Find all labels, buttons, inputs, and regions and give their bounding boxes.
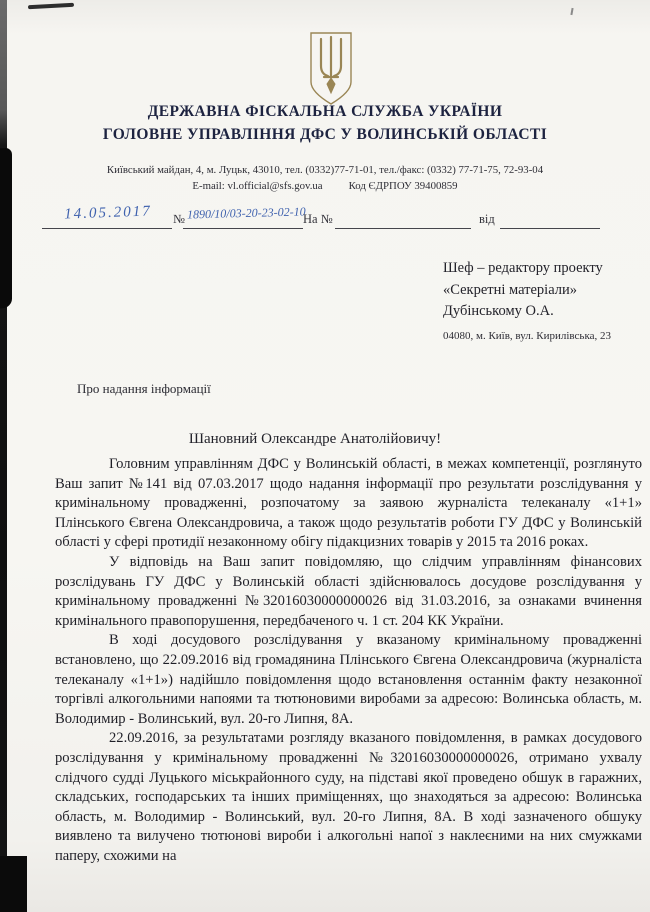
org-contact-line xyxy=(0,180,650,192)
from-date-label: від xyxy=(479,212,495,226)
salutation: Шановний Олександре Анатолійовичу! xyxy=(188,431,442,447)
scan-artifact-pen-stroke xyxy=(28,3,74,9)
ukraine-trident-emblem-icon xyxy=(302,30,360,108)
org-address-line: Київський майдан, 4, м. Луцьк, 43010, тел. (0332)77-71-01, тел./факс: (0332) 77-71-75, 72-93-04 xyxy=(106,164,544,176)
letter-body xyxy=(55,455,642,866)
body-paragraph-3: В ході досудового розслідування у вказаному кримінальному провадженні встановлено, що 22.09.2016 від громадянина Плінського Євгена Олександровича (журналіста телеканалу «1+1») надійшло повідомлення щодо встановлення останнім факту незаконної торгівлі алкогольними напоями та тютюновими виробами за адресою: Волинська область, м. Володимир - Волинський, вул. 20-го Липня, 8А. xyxy=(55,632,642,727)
date-underline xyxy=(42,228,172,229)
incoming-number-label: На № xyxy=(303,212,333,226)
handwritten-outgoing-number: 1890/10/03-20-23-02-10 xyxy=(186,204,306,222)
from-date-underline xyxy=(500,228,600,229)
body-paragraph-4: 22.09.2016, за результатами розгляду вказаного повідомлення, в рамках досудового розслідування у кримінальному провадженні №32016030000000026, отримано ухвалу слідчого судді Луцького міськрайонного суду, на підставі якої проведено обшук в гаражних, складських, господарських та інших приміщеннях, що знаходяться за адресою: Волинська область, м. Володимир - Волинський, вул. 20-го Липня, 8А. В ході зазначеного обшуку виявлено та вилучено тютюнові вироби і алкогольні напої з наклеєними на них смужками паперу, схожими на xyxy=(55,730,642,864)
recipient-address: 04080, м. Київ, вул. Кирилівська, 23 xyxy=(443,330,612,342)
org-edrpou-code: Код ЄДРПОУ 39400859 xyxy=(348,180,458,192)
body-paragraph-1: Головним управлінням ДФС у Волинській області, в межах компетенції, розглянуто Ваш запит №141 від 07.03.2017 щодо надання інформації про результати розслідування у кримінальному провадженні, розпочатому за заявою журналіста телеканалу «1+1» Плінського Євгена Олександровича, а також щодо результатів роботи ГУ ДФС у Волинській області у сфері протидії незаконному обігу підакцизних товарів у 2015 та 2016 роках. xyxy=(55,456,642,551)
org-name-line2: ГОЛОВНЕ УПРАВЛІННЯ ДФС У ВОЛИНСЬКІЙ ОБЛАСТІ xyxy=(102,126,548,143)
handwritten-date: 14.05.2017 xyxy=(63,203,152,223)
org-name-line1: ДЕРЖАВНА ФІСКАЛЬНА СЛУЖБА УКРАЇНИ xyxy=(147,103,503,120)
number-label: № xyxy=(173,212,185,226)
recipient-name: Дубінському О.А. xyxy=(443,303,554,319)
subject-line: Про надання інформації xyxy=(77,381,211,396)
recipient-title: Шеф – редактору проекту xyxy=(443,260,603,276)
org-email: E-mail: vl.official@sfs.gov.ua xyxy=(192,180,323,192)
scan-artifact-corner-block xyxy=(0,856,27,912)
number-underline xyxy=(183,228,303,229)
incoming-number-underline xyxy=(335,228,471,229)
body-paragraph-2: У відповідь на Ваш запит повідомляю, що слідчим управлінням фінансових розслідувань ГУ ДФС у Волинській області здійснювалось досудове розслідування у кримінальному провадженні №32016030000000026 від 31.03.2016, за ознаками вчинення кримінального правопорушення, передбаченого ч. 1 ст. 204 КК України. xyxy=(55,553,642,629)
recipient-project: «Секретні матеріали» xyxy=(443,281,578,298)
scan-artifact-tick xyxy=(570,8,573,15)
recipient-block xyxy=(443,258,648,323)
